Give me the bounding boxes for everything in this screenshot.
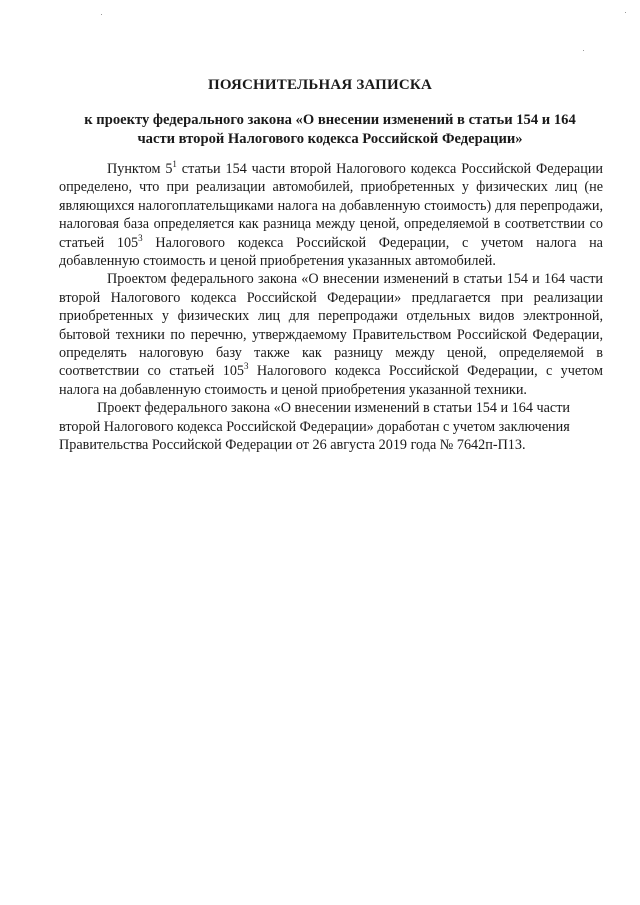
paragraph-2-text-b: Налогового кодекса Российской Федерации, с учетом налога на добавленную стоимость и ценой приобретения указанной техники. bbox=[59, 363, 603, 398]
paragraph-1-text-a: Пунктом 5 bbox=[107, 161, 173, 177]
paragraph-2 bbox=[59, 270, 603, 399]
paragraph-1-text-b: статьи 154 части второй Налогового кодекса Российской Федерации определено, что при реализации автомобилей, приобретенных у физических лиц (не являющихся налогоплательщиками налога на добавленную стоимость) для перепродажи, налоговая база определяется как разница между ценой, определяемой в соответствии со статьей 105 bbox=[59, 161, 604, 251]
paragraph-1-text-c: Налогового кодекса Российской Федерации, с учетом налога на добавленную стоимость и ценой приобретения указанных автомобилей. bbox=[59, 234, 603, 270]
paragraph-1-superscript-2: 3 bbox=[138, 232, 143, 243]
scan-speck bbox=[101, 14, 102, 15]
scan-speck bbox=[583, 50, 584, 51]
paragraph-1 bbox=[59, 160, 603, 270]
document-body bbox=[59, 160, 603, 455]
paragraph-2-text-a: Проектом федерального закона «О внесении изменений в статьи 154 и 164 части второй Налогового кодекса Российской Федерации» предлагается при реализации приобретенных у физических лиц для перепродажи отдельных видов электронной, бытовой техники по перечню, утверждаемому Правительством Российской Федерации, определять налоговую базу также как разницу между ценой, определяемой в соответствии со статьей 105 bbox=[59, 271, 603, 380]
document-title: ПОЯСНИТЕЛЬНАЯ ЗАПИСКА bbox=[207, 77, 433, 93]
paragraph-1-superscript-1: 1 bbox=[172, 159, 177, 169]
scan-speck bbox=[625, 12, 626, 13]
subtitle-line-1: к проекту федерального закона «О внесении изменений в статьи 154 и 164 bbox=[84, 112, 576, 128]
subtitle-line-2: части второй Налогового кодекса Российской Федерации» bbox=[137, 131, 523, 147]
document-subtitle bbox=[70, 111, 590, 149]
paragraph-3: Проект федерального закона «О внесении изменений в статьи 154 и 164 части второй Налогового кодекса Российской Федерации» доработан с учетом заключения Правительства Российской Федерации от 26 августа 2019 года № 7642п-П13. bbox=[59, 400, 571, 454]
paragraph-2-superscript: 3 bbox=[244, 361, 249, 372]
